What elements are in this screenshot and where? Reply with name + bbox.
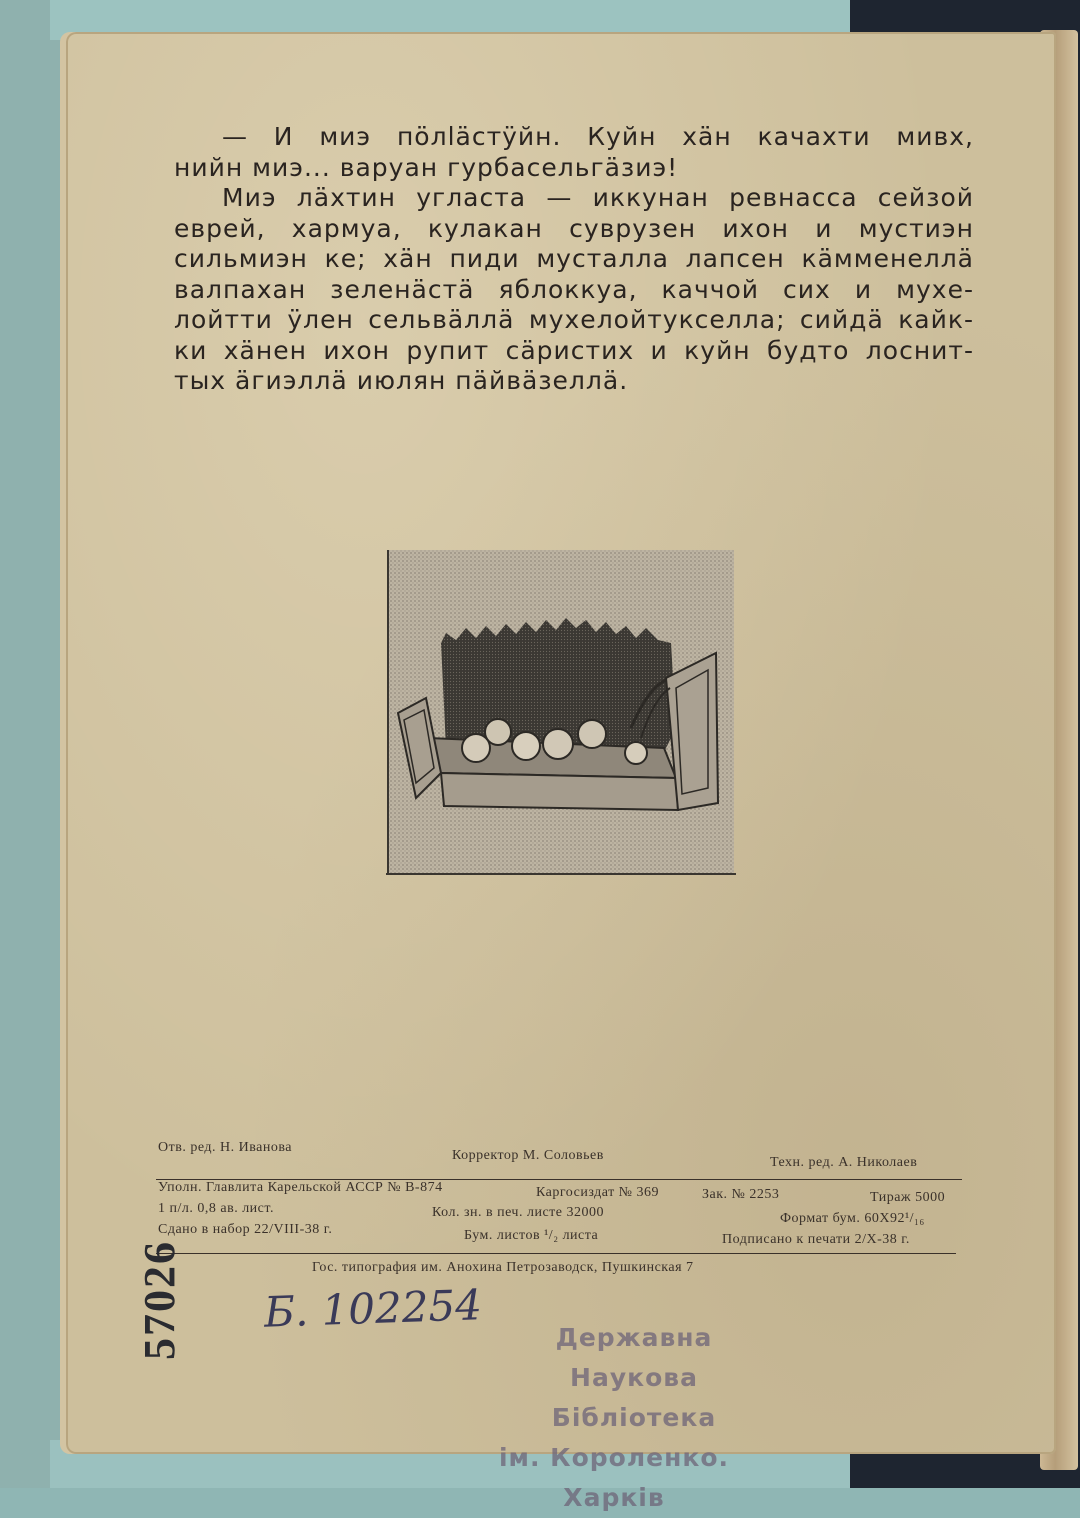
text-line: ки хäнен ихон рупит сäристих и куйн будто лоснит- bbox=[174, 335, 974, 365]
signed-to-print: Подписано к печати 2/X-38 г. bbox=[722, 1232, 910, 1247]
library-stamp-line-3: ім. Короленко. Харків bbox=[498, 1443, 730, 1512]
background-left bbox=[0, 0, 70, 1488]
text-line: тых äгиэллä июлян пäйвäзеллä. bbox=[174, 366, 629, 395]
colophon-row-printer bbox=[156, 1254, 962, 1275]
text-line: лойтти ÿлен сельвäллä мухелойтукселла; сийдä кайк- bbox=[174, 305, 974, 334]
colophon-row-2 bbox=[156, 1201, 962, 1226]
inventory-number-stamp: 57026 bbox=[135, 1240, 184, 1360]
publisher-number: Каргосиздат № 369 bbox=[536, 1185, 660, 1200]
library-stamp-line-1: Державна bbox=[555, 1323, 713, 1352]
paper-format: Формат бум. 60Х92¹/₁₆ bbox=[780, 1211, 925, 1226]
paragraph-2 bbox=[174, 183, 974, 214]
text-line: еврей, хармуа, кулакан суврузен ихон и мустиэн bbox=[174, 213, 974, 243]
library-stamp-line-2: Наукова Бібліотека bbox=[551, 1363, 717, 1432]
colophon-row-1 bbox=[156, 1180, 962, 1205]
sheet-count: 1 п/л. 0,8 ав. лист. bbox=[158, 1201, 274, 1216]
text-line: нийн миэ... варуан гурбасельгäзиэ! bbox=[174, 152, 679, 182]
library-stamp bbox=[444, 1318, 784, 1518]
colophon bbox=[156, 1138, 962, 1275]
text-line: — И миэ пöлläстÿйн. Куйн хäн качахти мивх, bbox=[222, 122, 974, 151]
order-number: Зак. № 2253 bbox=[702, 1187, 780, 1202]
story-text bbox=[174, 122, 974, 397]
tech-editor: Техн. ред. А. Николаев bbox=[770, 1155, 918, 1170]
responsible-editor: Отв. ред. Н. Иванова bbox=[158, 1140, 292, 1155]
colophon-row-3 bbox=[156, 1222, 962, 1247]
print-run: Тираж 5000 bbox=[870, 1190, 946, 1205]
authorization: Уполн. Главлита Карельской АССР № В-874 bbox=[158, 1180, 443, 1195]
text-line: сильмиэн ке; хäн пиди мусталла лапсен кäмменеллä bbox=[174, 244, 974, 273]
paper-sheets: Бум. листов ¹/₂ листа bbox=[464, 1228, 599, 1243]
text-line: Миэ лäхтин угласта — иккунан ревнасса сейзой bbox=[222, 183, 974, 212]
text-line: валпахан зеленäстä яблоккуа, каччой сих и мухе- bbox=[174, 274, 974, 304]
paragraph-1 bbox=[174, 122, 974, 153]
typesetting-date: Сдано в набор 22/VIII-38 г. bbox=[158, 1222, 333, 1237]
window-apples-illustration bbox=[386, 548, 736, 876]
corrector: Корректор М. Соловьев bbox=[452, 1148, 604, 1163]
printer: Гос. типография им. Анохина Петрозаводск, Пушкинская 7 bbox=[312, 1260, 694, 1275]
handwritten-catalog-number: Б. 102254 bbox=[263, 1280, 483, 1337]
colophon-row-editors bbox=[156, 1138, 962, 1170]
character-count: Кол. зн. в печ. листе 32000 bbox=[432, 1205, 604, 1220]
